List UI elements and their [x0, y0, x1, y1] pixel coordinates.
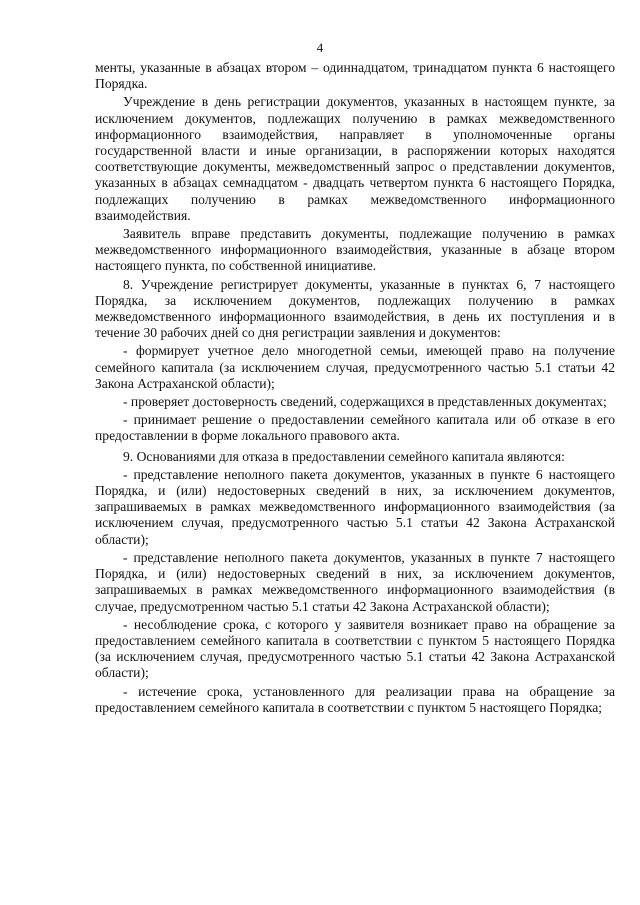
paragraph-applicant-right: Заявитель вправе представить документы, подлежащие получению в рамках межведомственного информационного взаимодействия, указанные в абзаце втором настоящего пункта, по собственной инициативе. — [95, 226, 615, 274]
list-item-form-file: - формирует учетное дело многодетной семьи, имеющей право на получение семейного капитала (за исключением случая, предусмотренного частью 5.1 статьи 42 Закона Астраханской области); — [95, 343, 615, 391]
list-item-verify: - проверяет достоверность сведений, содержащихся в представленных документах; — [123, 394, 607, 410]
list-item-term-expiry: - истечение срока, установленного для реализации права на обращение за предоставлением семейного капитала в соответствии с пунктом 5 настоящего Порядка; — [95, 683, 615, 715]
list-item-incomplete-p7: - представление неполного пакета документов, указанных в пункте 7 настоящего Порядка, и (или) недостоверных сведений в них, за исключением документов, запрашиваемых в рамках межведомственного информационного взаимодействия (в случае, предусмотренном частью 5.1 статьи 42 Закона Астраханской области); — [95, 549, 615, 614]
paragraph-continuation: менты, указанные в абзацах втором – одиннадцатом, тринадцатом пункта 6 настоящего Порядка. — [95, 60, 615, 92]
page-number: 4 — [316, 40, 324, 55]
paragraph-item-8: 8. Учреждение регистрирует документы, указанные в пунктах 6, 7 настоящего Порядка, за исключением документов, подлежащих получению в рамках межведомственного информационного взаимодействия, в день их поступления и в течение 30 рабочих дней со дня регистрации заявления и документов: — [95, 276, 615, 341]
list-item-term-noncompliance: - несоблюдение срока, с которого у заявителя возникает право на обращение за предоставлением семейного капитала в соответствии с пунктом 5 настоящего Порядка (за исключением случая, предусмотренного частью 5.1 статьи 42 Закона Астраханской области); — [95, 616, 615, 681]
paragraph-interagency-request: Учреждение в день регистрации документов, указанных в настоящем пункте, за исключением документов, подлежащих получению в рамках межведомственного информационного взаимодействия, направляет в уполномоченные органы государственной власти и иные организации, в распоряжении которых находятся соответствующие документы, межведомственный запрос о представлении документов, указанных в абзацах семнадцатом - двадцать четвертом пункта 6 настоящего Порядка, подлежащих получению в рамках межведомственного информационного взаимодействия. — [95, 94, 615, 223]
list-item-incomplete-p6: - представление неполного пакета документов, указанных в пункте 6 настоящего Порядка, и (или) недостоверных сведений в них, за исключением документов, запрашиваемых в рамках межведомственного информационного взаимодействия (за исключением случая, предусмотренного частью 5.1 статьи 42 Закона Астраханской области); — [95, 466, 615, 547]
document-body — [95, 60, 615, 718]
list-item-decision: - принимает решение о предоставлении семейного капитала или об отказе в его предоставлении в форме локального правового акта. — [95, 412, 615, 444]
paragraph-item-9: 9. Основаниями для отказа в предоставлении семейного капитала являются: — [123, 448, 565, 464]
